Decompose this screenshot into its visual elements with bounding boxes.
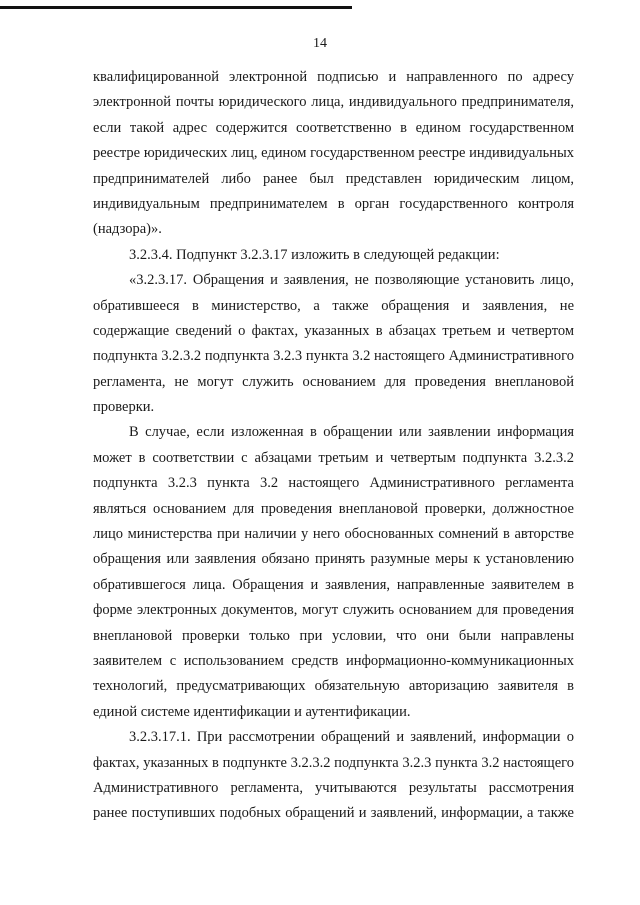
text-line: 3.2.3.17.1. При рассмотрении обращений и заявлений, информации о: [129, 729, 574, 746]
text-line: ранее поступивших подобных обращений и заявлений, информации, а также: [93, 805, 574, 822]
text-line: содержащие сведений о фактах, указанных в абзацах третьем и четвертом: [93, 322, 574, 339]
page-number: 14: [313, 36, 327, 51]
text-line: индивидуальным предпринимателем в орган государственного контроля: [93, 195, 574, 212]
text-line: если такой адрес содержится соответственно в едином государственном: [93, 119, 574, 136]
paragraph-3-2-3-4: [93, 243, 574, 268]
text-line: технологий, предусматривающих обязательную авторизацию заявителя в: [93, 678, 574, 695]
document-body: [93, 65, 574, 827]
text-line: подпункта 3.2.3 пункта 3.2 настоящего Административного регламента: [93, 475, 574, 492]
paragraph-3-2-3-17: [93, 268, 574, 420]
text-line: 3.2.3.4. Подпункт 3.2.3.17 изложить в следующей редакции:: [129, 246, 500, 263]
text-line: подпункта 3.2.3.2 подпункта 3.2.3 пункта 3.2 настоящего Административного: [93, 348, 574, 365]
text-line: являться основанием для проведения внеплановой проверки, должностное: [93, 500, 574, 517]
text-line: фактах, указанных в подпункте 3.2.3.2 подпункта 3.2.3 пункта 3.2 настоящего: [93, 754, 574, 771]
text-line: обратившееся в министерство, а также обращения и заявления, не: [93, 297, 574, 314]
text-line: Административного регламента, учитываются результаты рассмотрения: [93, 779, 574, 796]
paragraph-information-case: [93, 420, 574, 725]
text-line: единой системе идентификации и аутентификации.: [93, 703, 411, 720]
text-line: может в соответствии с абзацами третьим и четвертым подпункта 3.2.3.2: [93, 449, 574, 466]
text-line: электронной почты юридического лица, индивидуального предпринимателя,: [93, 94, 574, 111]
text-line: заявителем с использованием средств информационно-коммуникационных: [93, 652, 574, 669]
text-line: обратившегося лица. Обращения и заявления, направленные заявителем в: [93, 576, 574, 593]
text-line: обращения или заявления обязано принять разумные меры к установлению: [93, 551, 574, 568]
text-line: проверки.: [93, 399, 155, 416]
paragraph-continuation: [93, 65, 574, 243]
text-line: реестре юридических лиц, едином государственном реестре индивидуальных: [93, 145, 574, 162]
text-line: предпринимателей либо ранее был представлен юридическим лицом,: [93, 170, 574, 187]
top-border-line: [0, 6, 352, 9]
text-line: В случае, если изложенная в обращении или заявлении информация: [129, 424, 574, 441]
text-line: лицо министерства при наличии у него обоснованных сомнений в авторстве: [93, 526, 574, 543]
text-line: (надзора)».: [93, 221, 162, 238]
text-line: квалифицированной электронной подписью и направленного по адресу: [93, 69, 574, 85]
text-line: «3.2.3.17. Обращения и заявления, не позволяющие установить лицо,: [129, 272, 574, 289]
text-line: форме электронных документов, могут служить основанием для проведения: [93, 602, 574, 619]
text-line: внеплановой проверки только при условии, что они были направлены: [93, 627, 574, 644]
text-line: регламента, не могут служить основанием для проведения внеплановой: [93, 373, 574, 390]
paragraph-3-2-3-17-1: [93, 725, 574, 827]
